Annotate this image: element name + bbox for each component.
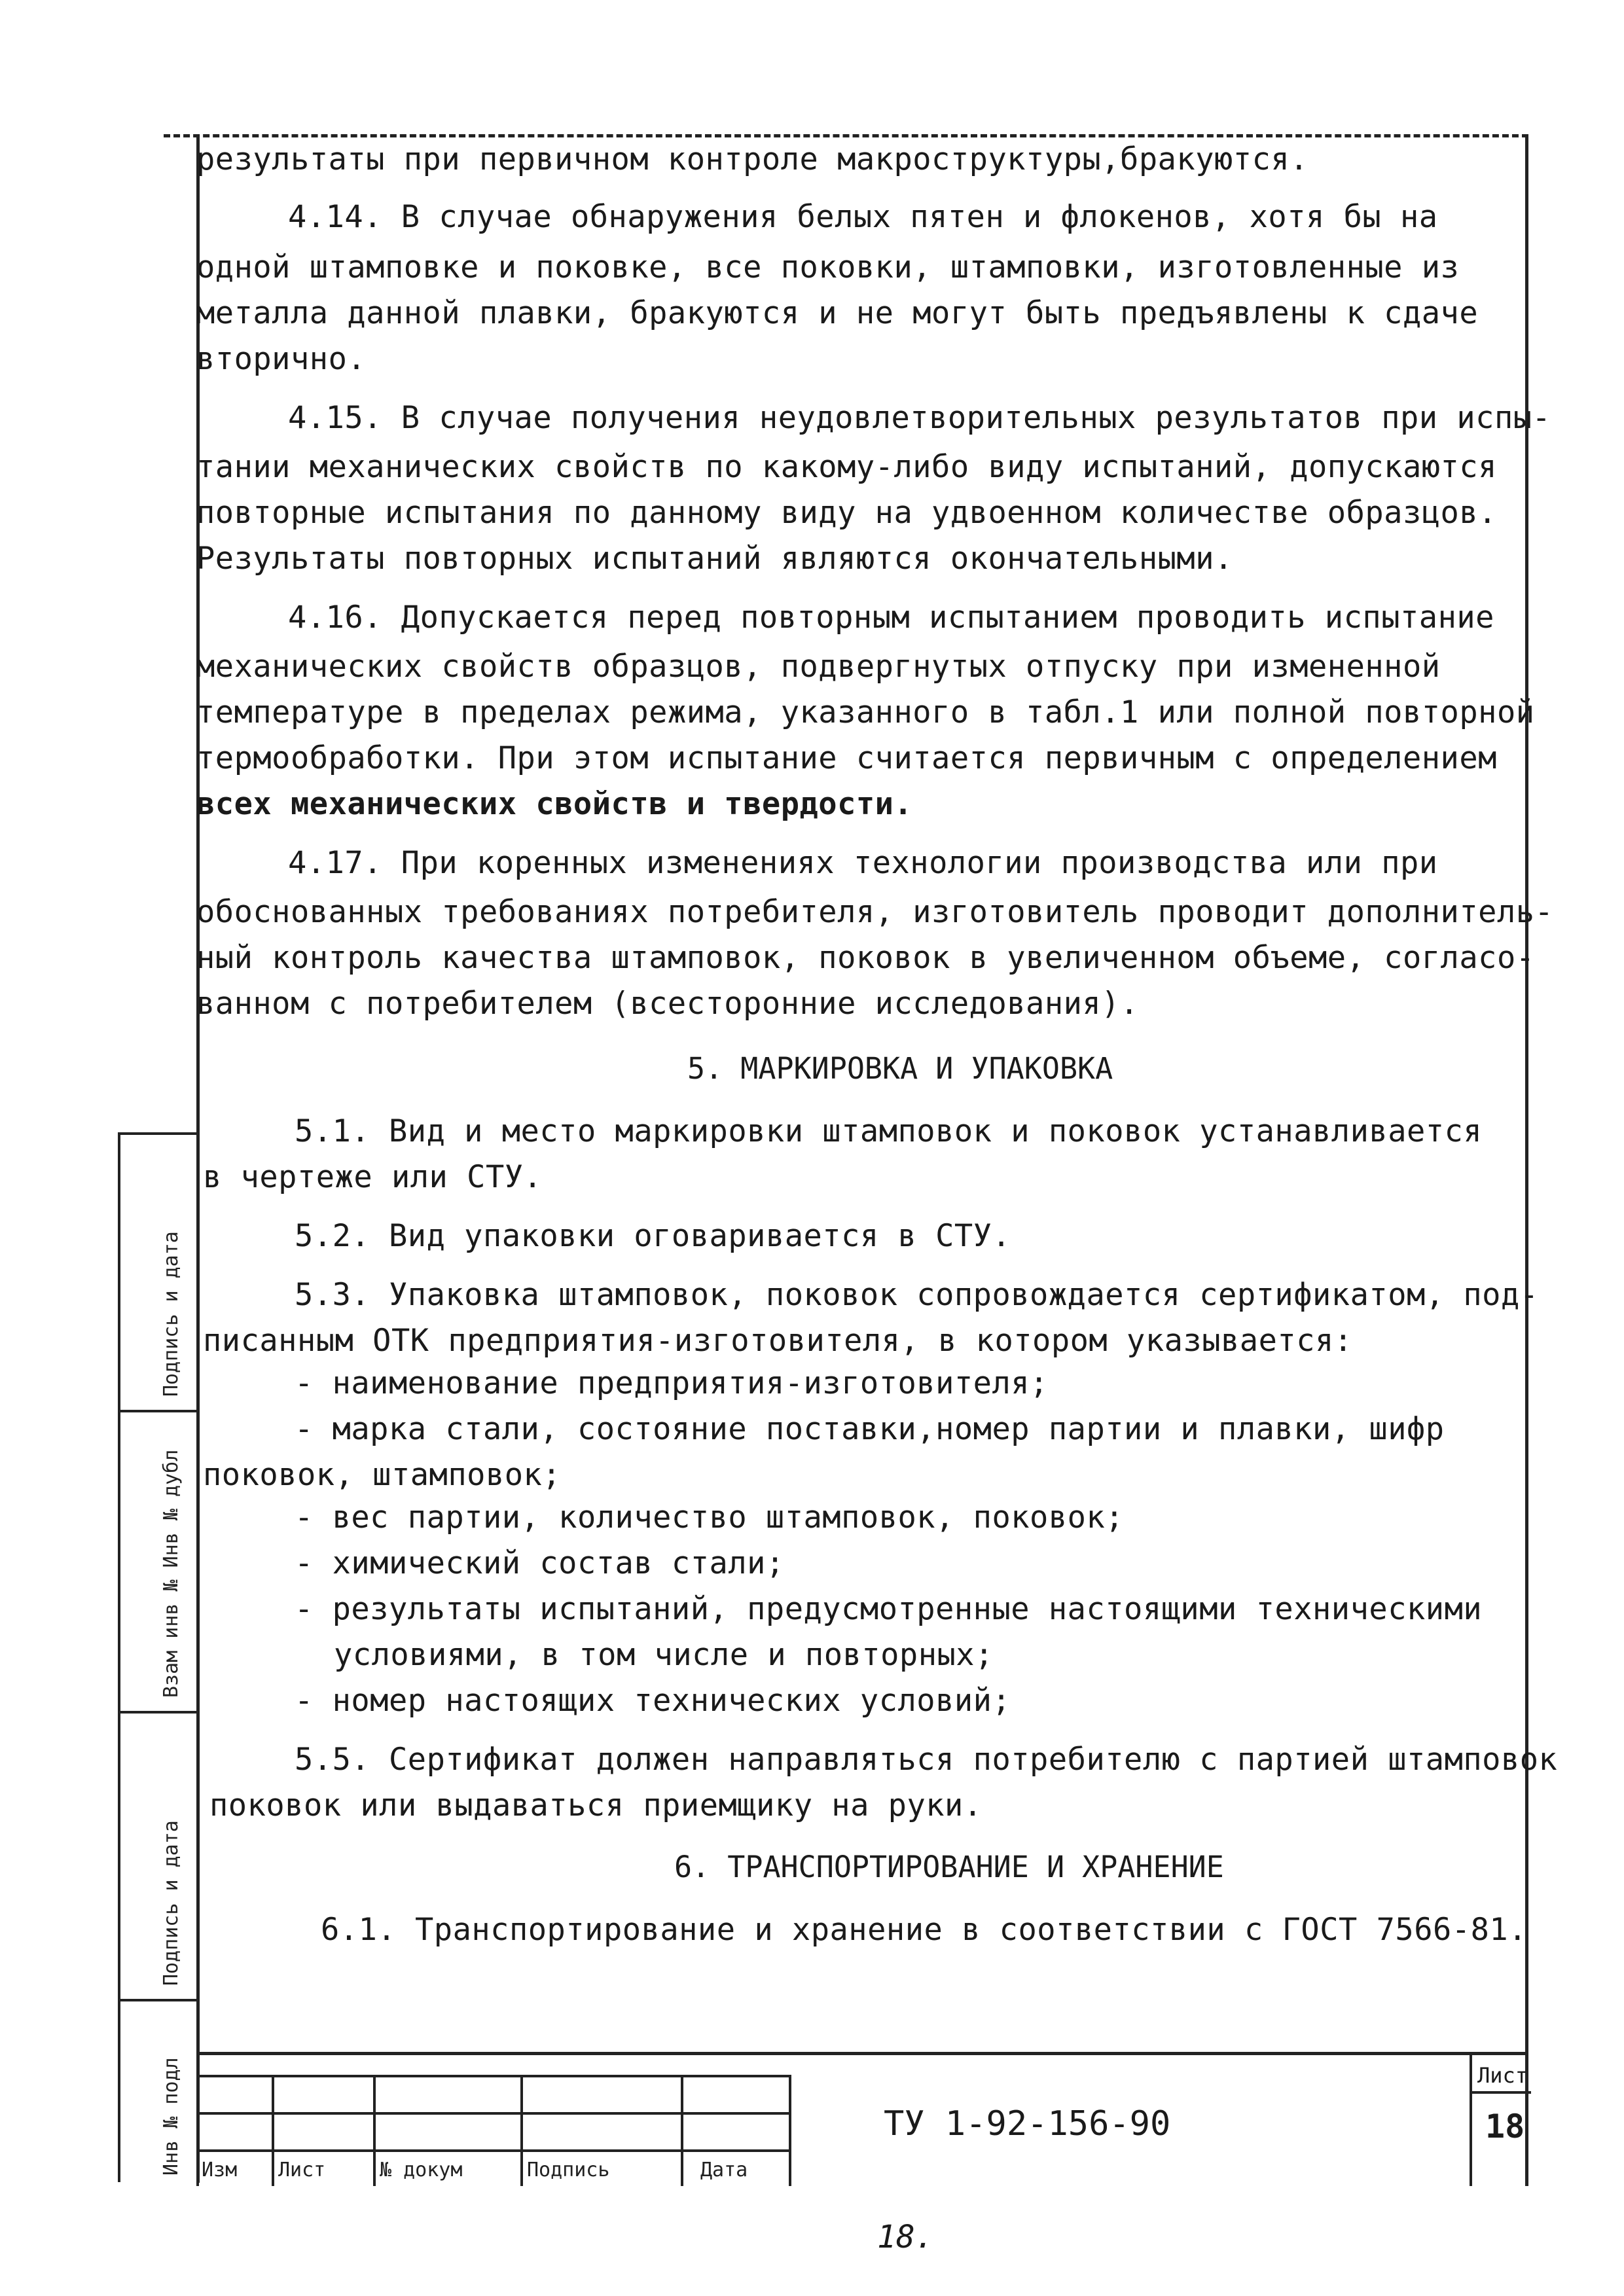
side-stamp-strip [118, 1132, 199, 2182]
paragraph-4-14: 4.14. В случае обнаружения белых пятен и флокенов, хотя бы на [288, 199, 1438, 235]
body-line: ный контроль качества штамповок, поковок в увеличенном объеме, согласо- [196, 940, 1535, 976]
side-label-signature-date-1: Подпись и дата [160, 1231, 183, 1397]
title-block [196, 2052, 1528, 2186]
body-line: вторично. [196, 341, 367, 377]
body-line: поковок, штамповок; [203, 1457, 562, 1493]
sheet-number-box [1470, 2055, 1531, 2186]
revision-table-line [196, 2112, 789, 2115]
body-line: одной штамповке и поковке, все поковки, штамповки, изготовленные из [196, 249, 1460, 285]
side-label-inventory-numbers: Взам инв № Инв № дубл [160, 1449, 183, 1698]
body-line: ванном с потребителем (всесторонние исследования). [196, 986, 1139, 1022]
body-line: результаты при первичном контроле макроструктуры,бракуются. [196, 141, 1308, 177]
list-item: - вес партии, количество штамповок, поковок; [295, 1499, 1125, 1535]
revision-table-col [681, 2075, 683, 2186]
revision-table-col [196, 2075, 199, 2186]
body-line: условиями, в том числе и повторных; [334, 1637, 994, 1673]
side-strip-divider [120, 1711, 199, 1713]
document-code: ТУ 1-92-156-90 [884, 2104, 1171, 2144]
side-label-original-inventory: Инв № подл [160, 2057, 183, 2176]
body-line: поковок или выдаваться приемщику на руки. [209, 1787, 983, 1823]
side-strip-divider [120, 1410, 199, 1412]
paragraph-4-15: 4.15. В случае получения неудовлетворительных результатов при испы- [288, 400, 1551, 436]
list-item: - результаты испытаний, предусмотренные настоящими техническими [295, 1591, 1483, 1627]
paragraph-5-3: 5.3. Упаковка штамповок, поковок сопровождается сертификатом, под- [295, 1277, 1539, 1313]
body-line: повторные испытания по данному виду на удвоенном количестве образцов. [196, 495, 1497, 531]
title-block-divider [789, 2075, 791, 2186]
list-item: - наименование предприятия-изготовителя; [295, 1365, 1049, 1401]
body-line: термообработки. При этом испытание считается первичным с определением [196, 740, 1497, 776]
list-item: - марка стали, состояние поставки,номер партии и плавки, шифр [295, 1411, 1445, 1447]
header-sheet: Лист [278, 2159, 326, 2181]
handwritten-page-number: 18. [877, 2219, 934, 2255]
header-doc-number: № докум [380, 2159, 463, 2181]
paragraph-5-2: 5.2. Вид упаковки оговаривается в СТУ. [295, 1218, 1011, 1254]
section-6-title: 6. ТРАНСПОРТИРОВАНИЕ И ХРАНЕНИЕ [674, 1850, 1224, 1884]
paragraph-6-1: 6.1. Транспортирование и хранение в соответствии с ГОСТ 7566-81. [321, 1912, 1527, 1948]
list-item: - номер настоящих технических условий; [295, 1683, 1011, 1719]
header-signature: Подпись [527, 2159, 610, 2181]
body-line: всех механических свойств и твердости. [196, 786, 913, 822]
section-5-title: 5. МАРКИРОВКА И УПАКОВКА [687, 1051, 1113, 1086]
body-line: писанным ОТК предприятия-изготовителя, в котором указывается: [203, 1323, 1353, 1359]
body-line: температуре в пределах режима, указанного в табл.1 или полной повторной [196, 694, 1535, 730]
paragraph-5-1: 5.1. Вид и место маркировки штамповок и поковок устанавливается [295, 1113, 1483, 1149]
body-line: в чертеже или СТУ. [203, 1159, 543, 1195]
side-strip-divider [120, 1999, 199, 2001]
revision-table-col [373, 2075, 376, 2186]
body-line: механических свойств образцов, подвергнутых отпуску при измененной [196, 649, 1441, 685]
sheet-number: 18 [1485, 2108, 1525, 2145]
header-change: Изм [202, 2159, 238, 2181]
revision-table [196, 2075, 789, 2186]
body-line: тании механических свойств по какому-либо виду испытаний, допускаются [196, 449, 1497, 485]
body-line: обоснованных требованиях потребителя, изготовитель проводит дополнитель- [196, 894, 1554, 930]
revision-table-col [272, 2075, 274, 2186]
paragraph-4-16: 4.16. Допускается перед повторным испытанием проводить испытание [288, 600, 1494, 636]
side-label-signature-date-2: Подпись и дата [160, 1820, 183, 1986]
revision-table-col [520, 2075, 523, 2186]
list-item: - химический состав стали; [295, 1545, 785, 1581]
sheet-label: Лист [1477, 2063, 1528, 2088]
header-date: Дата [700, 2159, 748, 2181]
revision-table-line [196, 2149, 789, 2152]
revision-table-line [196, 2075, 789, 2077]
paragraph-4-17: 4.17. При коренных изменениях технологии производства или при [288, 845, 1438, 881]
sheet-box-line [1472, 2091, 1531, 2094]
body-line: Результаты повторных испытаний являются окончательными. [196, 541, 1233, 577]
paragraph-5-5: 5.5. Сертификат должен направляться потребителю с партией штамповок [295, 1742, 1558, 1778]
body-line: металла данной плавки, бракуются и не могут быть предъявлены к сдаче [196, 295, 1479, 331]
